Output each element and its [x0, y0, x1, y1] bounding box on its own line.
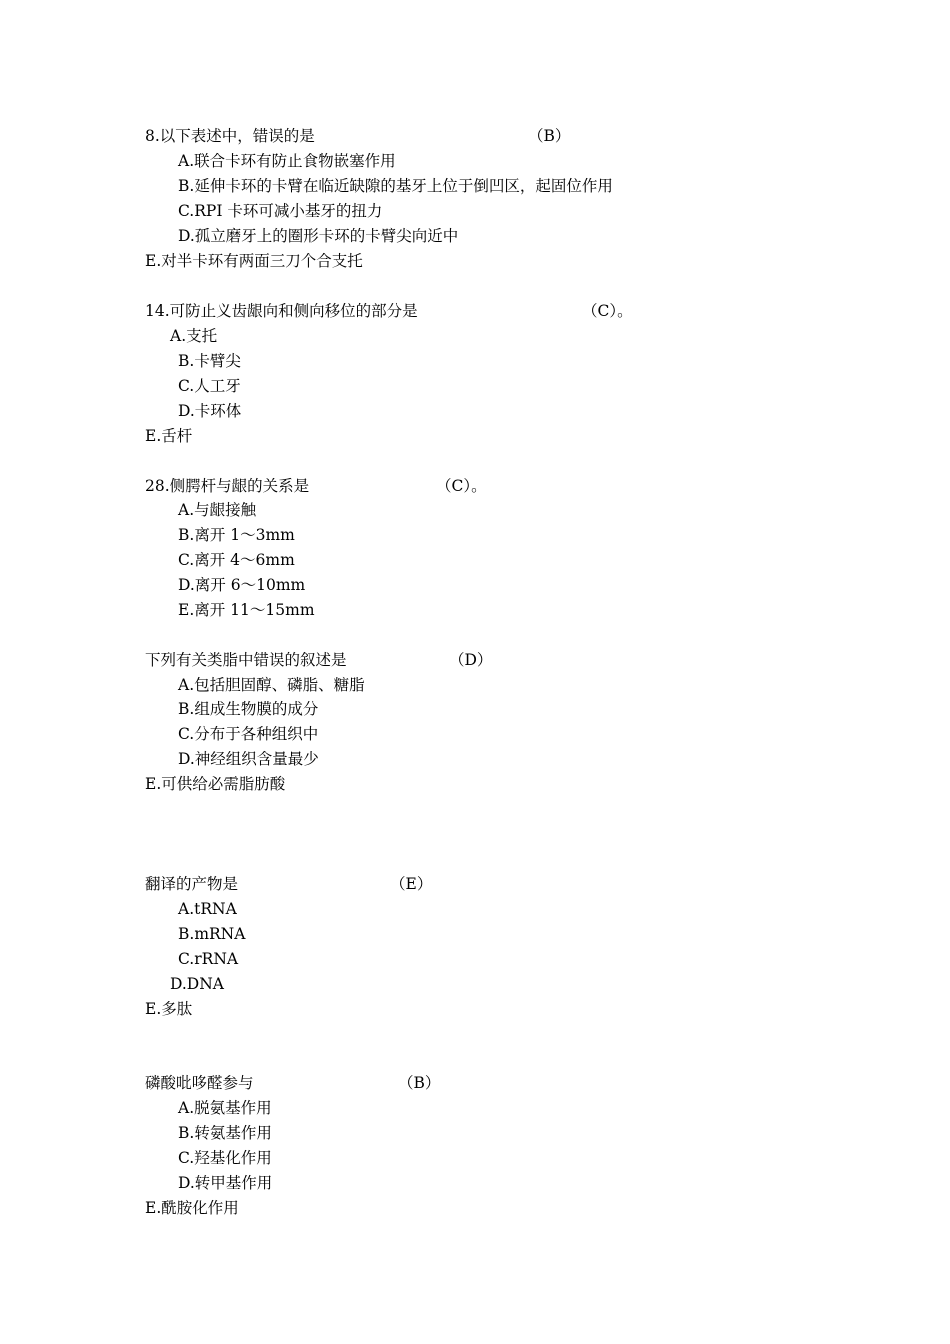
option-e: E.多肽 — [145, 1000, 193, 1018]
option-b: B.mRNA — [178, 925, 246, 943]
question-stem: 8.以下表述中，错误的是 — [145, 127, 315, 145]
option-a: A.脱氨基作用 — [178, 1099, 272, 1117]
option-b: B.卡臂尖 — [178, 352, 241, 370]
answer-label: （B） — [398, 1074, 441, 1092]
option-a: A.tRNA — [178, 900, 237, 918]
option-d: D.卡环体 — [178, 402, 242, 420]
option-c: C.分布于各种组织中 — [178, 725, 319, 743]
option-d: D.神经组织含量最少 — [178, 750, 319, 768]
option-e: E.可供给必需脂肪酸 — [145, 775, 286, 793]
option-e: E.离开 11～15mm — [178, 601, 315, 619]
option-a: A.联合卡环有防止食物嵌塞作用 — [178, 152, 396, 170]
option-a: A.包括胆固醇、磷脂、糖脂 — [178, 676, 365, 694]
question-stem: 14.可防止义齿龈向和侧向移位的部分是 — [145, 302, 418, 320]
option-a: A.与龈接触 — [178, 501, 257, 519]
answer-label: （D） — [449, 651, 493, 669]
answer-label: （C）。 — [582, 302, 633, 320]
option-c: C.人工牙 — [178, 377, 241, 395]
answer-label: （B） — [528, 127, 571, 145]
question-stem: 28.侧腭杆与龈的关系是 — [145, 477, 310, 495]
option-b: B.转氨基作用 — [178, 1124, 272, 1142]
option-c: C.离开 4～6mm — [178, 551, 295, 569]
question-stem: 下列有关类脂中错误的叙述是 — [145, 651, 347, 669]
option-b: B.离开 1～3mm — [178, 526, 295, 544]
option-d: D.DNA — [170, 975, 224, 993]
question-stem: 磷酸吡哆醛参与 — [145, 1074, 254, 1092]
option-b: B.延伸卡环的卡臂在临近缺隙的基牙上位于倒凹区，起固位作用 — [178, 177, 613, 195]
answer-label: （E） — [390, 875, 433, 893]
option-b: B.组成生物膜的成分 — [178, 700, 319, 718]
option-c: C.rRNA — [178, 950, 239, 968]
option-d: D.离开 6～10mm — [178, 576, 306, 594]
option-d: D.孤立磨牙上的圈形卡环的卡臂尖向近中 — [178, 227, 459, 245]
option-c: C.RPI 卡环可减小基牙的扭力 — [178, 202, 383, 220]
option-e: E.酰胺化作用 — [145, 1199, 239, 1217]
answer-label: （C）。 — [436, 477, 487, 495]
option-e: E.对半卡环有两面三刀个合支托 — [145, 252, 363, 270]
option-e: E.舌杆 — [145, 427, 193, 445]
option-c: C.羟基化作用 — [178, 1149, 272, 1167]
option-a: A.支托 — [170, 327, 218, 345]
option-d: D.转甲基作用 — [178, 1174, 273, 1192]
question-stem: 翻译的产物是 — [145, 875, 239, 893]
